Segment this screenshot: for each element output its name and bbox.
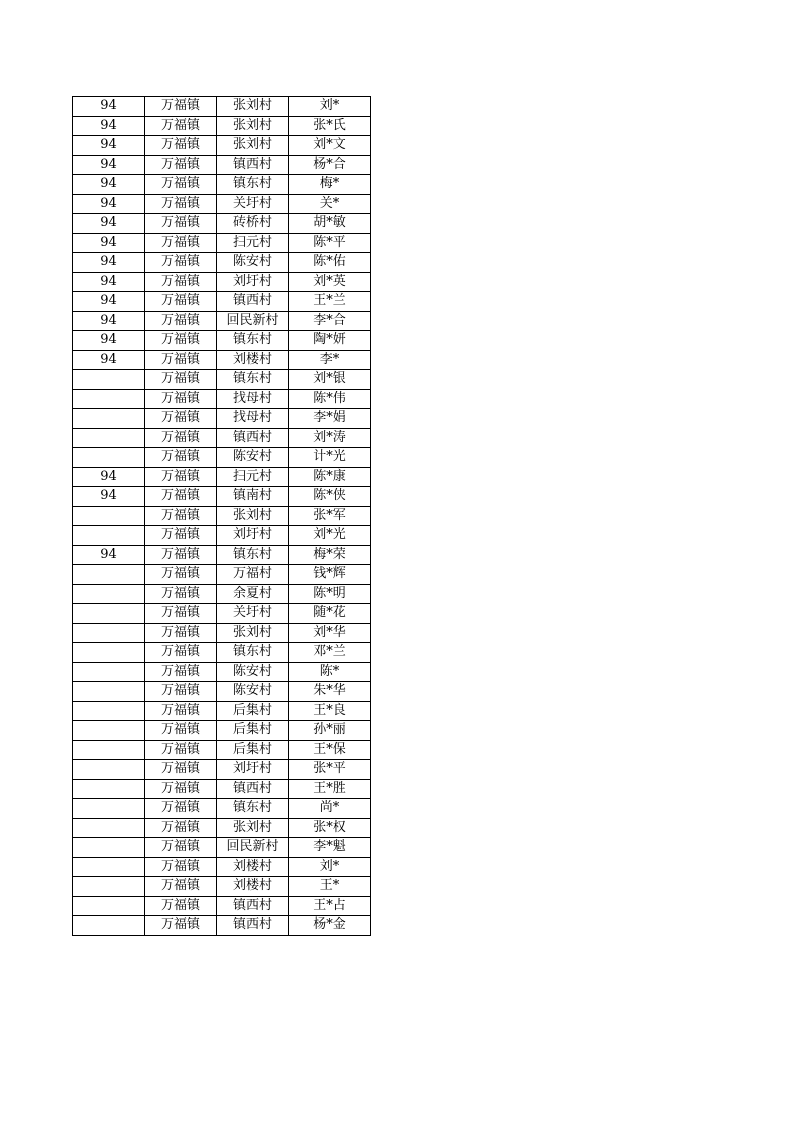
village-cell: 扫元村 [217, 467, 289, 487]
age-cell: 94 [73, 350, 145, 370]
age-cell: 94 [73, 155, 145, 175]
table-row [73, 155, 371, 175]
town-cell: 万福镇 [145, 331, 217, 351]
town-cell: 万福镇 [145, 253, 217, 273]
town-cell: 万福镇 [145, 428, 217, 448]
town-cell: 万福镇 [145, 311, 217, 331]
person-name-cell: 李*娟 [289, 409, 371, 429]
age-cell [73, 604, 145, 624]
table-row [73, 838, 371, 858]
age-cell [73, 896, 145, 916]
age-cell: 94 [73, 233, 145, 253]
town-cell: 万福镇 [145, 818, 217, 838]
town-cell: 万福镇 [145, 584, 217, 604]
age-cell [73, 643, 145, 663]
person-name-cell: 刘*涛 [289, 428, 371, 448]
village-cell: 镇西村 [217, 292, 289, 312]
age-cell: 94 [73, 272, 145, 292]
town-cell: 万福镇 [145, 799, 217, 819]
table-row [73, 721, 371, 741]
table-row [73, 428, 371, 448]
town-cell: 万福镇 [145, 214, 217, 234]
person-name-cell: 杨*金 [289, 916, 371, 936]
table-row [73, 233, 371, 253]
age-cell: 94 [73, 292, 145, 312]
village-cell: 陈安村 [217, 253, 289, 273]
village-cell: 刘圩村 [217, 526, 289, 546]
village-cell: 张刘村 [217, 818, 289, 838]
age-cell: 94 [73, 214, 145, 234]
person-name-cell: 孙*丽 [289, 721, 371, 741]
table-row [73, 526, 371, 546]
age-cell [73, 857, 145, 877]
age-cell [73, 799, 145, 819]
village-cell: 余夏村 [217, 584, 289, 604]
village-cell: 镇西村 [217, 896, 289, 916]
village-cell: 万福村 [217, 565, 289, 585]
village-cell: 陈安村 [217, 682, 289, 702]
town-cell: 万福镇 [145, 272, 217, 292]
town-cell: 万福镇 [145, 116, 217, 136]
table-row [73, 136, 371, 156]
age-cell [73, 779, 145, 799]
village-cell: 镇东村 [217, 799, 289, 819]
town-cell: 万福镇 [145, 896, 217, 916]
town-cell: 万福镇 [145, 857, 217, 877]
table-row [73, 487, 371, 507]
person-name-cell: 刘*华 [289, 623, 371, 643]
village-cell: 回民新村 [217, 838, 289, 858]
age-cell [73, 760, 145, 780]
town-cell: 万福镇 [145, 740, 217, 760]
village-cell: 张刘村 [217, 623, 289, 643]
table-row [73, 662, 371, 682]
age-cell: 94 [73, 253, 145, 273]
person-name-cell: 王*良 [289, 701, 371, 721]
village-cell: 镇东村 [217, 643, 289, 663]
person-name-cell: 陈*伟 [289, 389, 371, 409]
table-row [73, 682, 371, 702]
person-name-cell: 陈*佑 [289, 253, 371, 273]
age-cell [73, 623, 145, 643]
village-cell: 找母村 [217, 389, 289, 409]
table-row [73, 623, 371, 643]
age-cell [73, 506, 145, 526]
village-cell: 刘圩村 [217, 272, 289, 292]
person-name-cell: 钱*辉 [289, 565, 371, 585]
age-cell: 94 [73, 175, 145, 195]
person-name-cell: 随*花 [289, 604, 371, 624]
table-row [73, 857, 371, 877]
person-name-cell: 张*权 [289, 818, 371, 838]
table-row [73, 604, 371, 624]
village-cell: 刘楼村 [217, 857, 289, 877]
town-cell: 万福镇 [145, 155, 217, 175]
age-cell: 94 [73, 136, 145, 156]
age-cell [73, 701, 145, 721]
person-name-cell: 王*保 [289, 740, 371, 760]
town-cell: 万福镇 [145, 779, 217, 799]
person-name-cell: 刘* [289, 857, 371, 877]
village-cell: 找母村 [217, 409, 289, 429]
village-cell: 镇南村 [217, 487, 289, 507]
person-name-cell: 梅*荣 [289, 545, 371, 565]
age-cell [73, 409, 145, 429]
town-cell: 万福镇 [145, 409, 217, 429]
village-cell: 张刘村 [217, 136, 289, 156]
person-name-cell: 刘*光 [289, 526, 371, 546]
town-cell: 万福镇 [145, 916, 217, 936]
town-cell: 万福镇 [145, 370, 217, 390]
town-cell: 万福镇 [145, 838, 217, 858]
village-cell: 镇东村 [217, 545, 289, 565]
table-row [73, 740, 371, 760]
person-name-cell: 胡*敏 [289, 214, 371, 234]
village-cell: 镇西村 [217, 916, 289, 936]
town-cell: 万福镇 [145, 545, 217, 565]
table-row [73, 584, 371, 604]
village-cell: 刘楼村 [217, 350, 289, 370]
person-name-cell: 王*占 [289, 896, 371, 916]
table-row [73, 175, 371, 195]
age-cell [73, 584, 145, 604]
person-name-cell: 计*光 [289, 448, 371, 468]
age-cell [73, 877, 145, 897]
person-name-cell: 尚* [289, 799, 371, 819]
table-row [73, 545, 371, 565]
age-cell: 94 [73, 331, 145, 351]
age-cell: 94 [73, 545, 145, 565]
village-cell: 镇东村 [217, 175, 289, 195]
town-cell: 万福镇 [145, 194, 217, 214]
table-row [73, 916, 371, 936]
village-cell: 关圩村 [217, 194, 289, 214]
table-row [73, 467, 371, 487]
table-row [73, 701, 371, 721]
town-cell: 万福镇 [145, 487, 217, 507]
person-name-cell: 张*氏 [289, 116, 371, 136]
town-cell: 万福镇 [145, 701, 217, 721]
age-cell [73, 740, 145, 760]
town-cell: 万福镇 [145, 643, 217, 663]
person-name-cell: 刘*文 [289, 136, 371, 156]
town-cell: 万福镇 [145, 721, 217, 741]
age-cell [73, 448, 145, 468]
table-row [73, 194, 371, 214]
person-name-cell: 关* [289, 194, 371, 214]
age-cell [73, 916, 145, 936]
town-cell: 万福镇 [145, 662, 217, 682]
town-cell: 万福镇 [145, 565, 217, 585]
age-cell [73, 721, 145, 741]
table-row [73, 331, 371, 351]
table-row [73, 389, 371, 409]
town-cell: 万福镇 [145, 877, 217, 897]
village-cell: 刘圩村 [217, 760, 289, 780]
table-row [73, 253, 371, 273]
town-cell: 万福镇 [145, 233, 217, 253]
village-cell: 扫元村 [217, 233, 289, 253]
age-cell [73, 565, 145, 585]
village-cell: 砖桥村 [217, 214, 289, 234]
town-cell: 万福镇 [145, 467, 217, 487]
person-name-cell: 王*胜 [289, 779, 371, 799]
person-name-cell: 陶*妍 [289, 331, 371, 351]
age-cell [73, 818, 145, 838]
town-cell: 万福镇 [145, 623, 217, 643]
person-name-cell: 刘*英 [289, 272, 371, 292]
village-cell: 镇西村 [217, 155, 289, 175]
village-cell: 陈安村 [217, 662, 289, 682]
village-cell: 张刘村 [217, 116, 289, 136]
roster-table-body [73, 97, 371, 936]
person-name-cell: 陈*康 [289, 467, 371, 487]
person-name-cell: 梅* [289, 175, 371, 195]
person-name-cell: 张*军 [289, 506, 371, 526]
town-cell: 万福镇 [145, 97, 217, 117]
age-cell [73, 662, 145, 682]
village-cell: 镇东村 [217, 331, 289, 351]
town-cell: 万福镇 [145, 760, 217, 780]
person-name-cell: 刘* [289, 97, 371, 117]
town-cell: 万福镇 [145, 448, 217, 468]
town-cell: 万福镇 [145, 292, 217, 312]
village-cell: 镇西村 [217, 428, 289, 448]
table-row [73, 779, 371, 799]
table-row [73, 896, 371, 916]
person-name-cell: 王* [289, 877, 371, 897]
person-name-cell: 邓*兰 [289, 643, 371, 663]
village-cell: 回民新村 [217, 311, 289, 331]
person-name-cell: 陈*平 [289, 233, 371, 253]
table-row [73, 370, 371, 390]
age-cell [73, 370, 145, 390]
town-cell: 万福镇 [145, 136, 217, 156]
village-cell: 后集村 [217, 701, 289, 721]
person-name-cell: 李*合 [289, 311, 371, 331]
person-name-cell: 杨*合 [289, 155, 371, 175]
table-row [73, 760, 371, 780]
village-cell: 镇东村 [217, 370, 289, 390]
person-name-cell: 陈*侠 [289, 487, 371, 507]
age-cell: 94 [73, 97, 145, 117]
town-cell: 万福镇 [145, 389, 217, 409]
table-row [73, 818, 371, 838]
village-cell: 关圩村 [217, 604, 289, 624]
age-cell: 94 [73, 467, 145, 487]
person-name-cell: 李* [289, 350, 371, 370]
age-cell [73, 838, 145, 858]
age-cell: 94 [73, 311, 145, 331]
table-row [73, 116, 371, 136]
village-cell: 张刘村 [217, 506, 289, 526]
table-row [73, 565, 371, 585]
person-name-cell: 刘*银 [289, 370, 371, 390]
person-name-cell: 陈*明 [289, 584, 371, 604]
village-cell: 后集村 [217, 740, 289, 760]
village-cell: 刘楼村 [217, 877, 289, 897]
town-cell: 万福镇 [145, 175, 217, 195]
age-cell: 94 [73, 116, 145, 136]
age-cell [73, 526, 145, 546]
table-row [73, 292, 371, 312]
village-cell: 张刘村 [217, 97, 289, 117]
table-row [73, 311, 371, 331]
table-row [73, 97, 371, 117]
town-cell: 万福镇 [145, 526, 217, 546]
person-name-cell: 朱*华 [289, 682, 371, 702]
village-cell: 镇西村 [217, 779, 289, 799]
table-row [73, 799, 371, 819]
age-cell [73, 682, 145, 702]
person-name-cell: 李*魁 [289, 838, 371, 858]
table-row [73, 877, 371, 897]
age-cell: 94 [73, 194, 145, 214]
town-cell: 万福镇 [145, 604, 217, 624]
table-row [73, 448, 371, 468]
person-name-cell: 张*平 [289, 760, 371, 780]
roster-table [72, 96, 371, 936]
person-name-cell: 王*兰 [289, 292, 371, 312]
age-cell [73, 389, 145, 409]
town-cell: 万福镇 [145, 350, 217, 370]
table-row [73, 272, 371, 292]
table-row [73, 214, 371, 234]
town-cell: 万福镇 [145, 682, 217, 702]
age-cell [73, 428, 145, 448]
town-cell: 万福镇 [145, 506, 217, 526]
table-row [73, 409, 371, 429]
table-row [73, 643, 371, 663]
person-name-cell: 陈* [289, 662, 371, 682]
age-cell: 94 [73, 487, 145, 507]
table-row [73, 506, 371, 526]
table-row [73, 350, 371, 370]
village-cell: 后集村 [217, 721, 289, 741]
village-cell: 陈安村 [217, 448, 289, 468]
